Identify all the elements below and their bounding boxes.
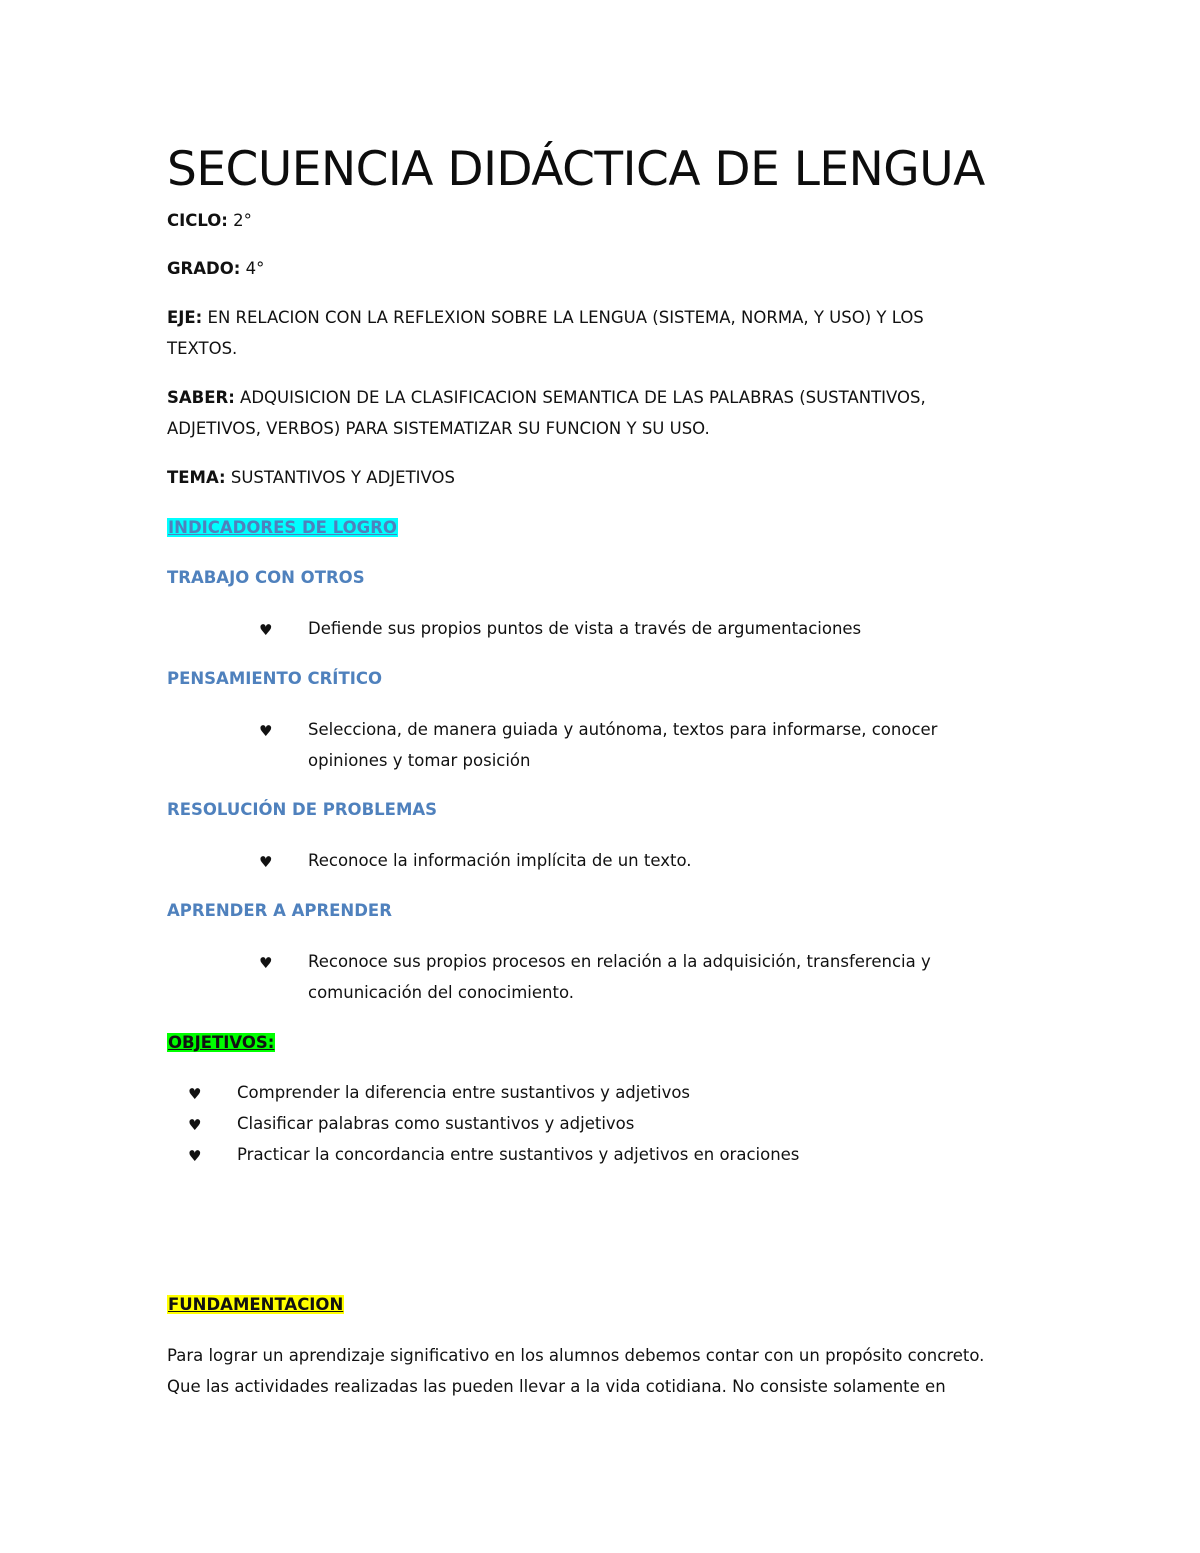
saber-value-1: ADQUISICION DE LA CLASIFICACION SEMANTICA DE LAS PALABRAS (SUSTANTIVOS, [234,388,926,407]
fundamentacion-line: Que las actividades realizadas las pueden llevar a la vida cotidiana. No consiste solamente en [167,1377,946,1396]
heart-bullet-icon: ♥ [188,1116,202,1134]
saber-line-2 [167,418,710,440]
indicadores-heading-line [167,517,398,539]
indicadores-heading: INDICADORES DE LOGRO [168,518,397,537]
objetivos-heading-line [167,1032,275,1054]
heart-bullet-icon: ♥ [259,621,273,639]
objetivo-item: Clasificar palabras como sustantivos y adjetivos [237,1114,635,1133]
saber-value-2: ADJETIVOS, VERBOS) PARA SISTEMATIZAR SU FUNCION Y SU USO. [167,419,710,438]
heart-bullet-icon: ♥ [259,853,273,871]
eje-line-2 [167,338,237,360]
indicador-item: Selecciona, de manera guiada y autónoma, textos para informarse, conocer opiniones y tomar posición [308,720,938,770]
objetivo-item: Practicar la concordancia entre sustantivos y adjetivos en oraciones [237,1145,800,1164]
eje-label: EJE: [167,308,203,327]
heart-bullet-icon: ♥ [188,1085,202,1103]
eje-line-1 [167,307,924,329]
fundamentacion-line: Para lograr un aprendizaje significativo en los alumnos debemos contar con un propósito concreto. [167,1346,985,1365]
eje-value-2: TEXTOS. [167,339,238,358]
ciclo-label: CICLO: [167,211,228,230]
tema-line [167,467,455,489]
tema-value: SUSTANTIVOS Y ADJETIVOS [225,468,455,487]
grado-value: 4° [240,259,265,278]
objetivo-item: Comprender la diferencia entre sustantivos y adjetivos [237,1083,691,1102]
grado-label: GRADO: [167,259,241,278]
ciclo-value: 2° [227,211,252,230]
saber-label: SABER: [167,388,235,407]
heart-bullet-icon: ♥ [188,1147,202,1165]
eje-value-1: EN RELACION CON LA REFLEXION SOBRE LA LENGUA (SISTEMA, NORMA, Y USO) Y LOS [202,308,924,327]
indicador-item: Reconoce sus propios procesos en relación a la adquisición, transferencia y comunicación del conocimiento. [308,952,931,1002]
section-heading-aprender: APRENDER A APRENDER [167,901,392,920]
section-heading-pensamiento: PENSAMIENTO CRÍTICO [167,669,382,688]
fundamentacion-heading-line [167,1294,344,1316]
section-heading-trabajo: TRABAJO CON OTROS [167,568,365,587]
ciclo-line [167,210,252,232]
fundamentacion-heading: FUNDAMENTACION [168,1295,344,1314]
tema-label: TEMA: [167,468,226,487]
objetivos-heading: OBJETIVOS: [168,1033,275,1052]
heart-bullet-icon: ♥ [259,954,273,972]
indicador-item: Reconoce la información implícita de un texto. [308,851,692,870]
section-heading-resolucion: RESOLUCIÓN DE PROBLEMAS [167,800,438,819]
grado-line [167,258,264,280]
heart-bullet-icon: ♥ [259,722,273,740]
indicador-item: Defiende sus propios puntos de vista a través de argumentaciones [308,619,862,638]
document-title: SECUENCIA DIDÁCTICA DE LENGUA [167,142,985,197]
saber-line-1 [167,387,926,409]
